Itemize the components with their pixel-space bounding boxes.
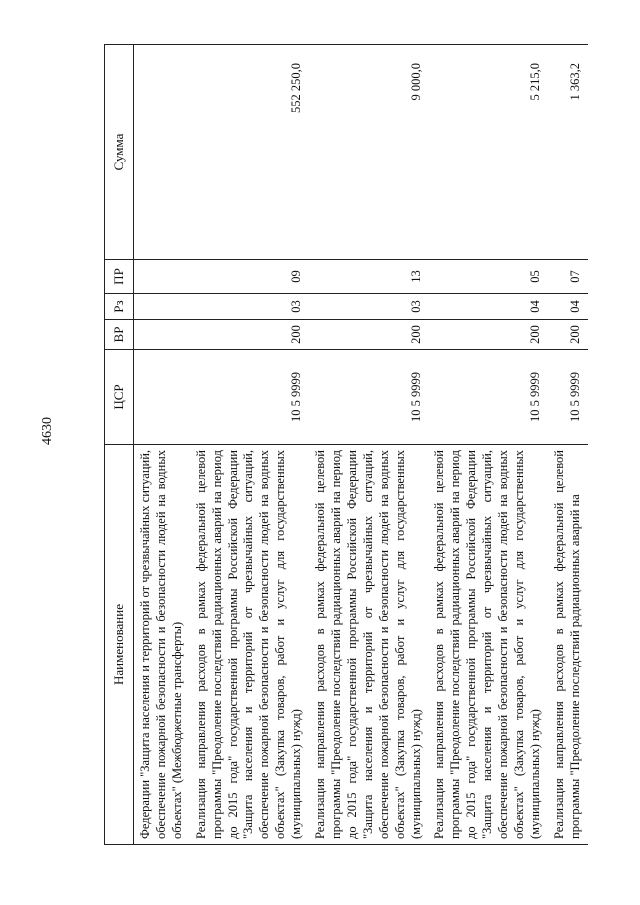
row-sum: 1 363,2: [548, 45, 588, 260]
row-name: Федерации "Защита населения и территорий от чрезвычайных ситуаций, обеспечение пожарной безопасности и безопасности людей на водных объектах" (Межбюджетные трансферты): [134, 445, 190, 845]
budget-table: [104, 44, 588, 845]
rotated-page: [104, 45, 614, 845]
page-number: 4630: [40, 417, 55, 445]
row-name: Реализация направления расходов в рамках федеральной целевой программы "Преодоление последствий радиационных аварий на период до 2015 года" государственной программы Российской Федерации "Защита населения и территорий от чрезвычайных ситуаций, обеспечение пожарной безопасности и безопасности людей на водных объектах" (Закупка товаров, работ и услуг для государственных (муниципальных) нужд): [190, 445, 309, 845]
table-header-row: [105, 45, 134, 845]
table-row: [548, 45, 588, 845]
row-vr: 200: [190, 320, 309, 350]
row-csr: 10 5 9999: [309, 350, 428, 445]
header-sum: Сумма: [105, 45, 134, 260]
row-rz: 04: [428, 294, 547, 320]
row-vr: [134, 320, 190, 350]
row-sum: [134, 45, 190, 260]
table-row: [309, 45, 428, 845]
row-sum: 9 000,0: [309, 45, 428, 260]
row-sum: 552 250,0: [190, 45, 309, 260]
table-row: [134, 45, 190, 845]
row-csr: [134, 350, 190, 445]
row-rz: [134, 294, 190, 320]
header-name: Наименование: [105, 445, 134, 845]
header-csr: ЦСР: [105, 350, 134, 445]
header-rz: Рз: [105, 294, 134, 320]
row-vr: 200: [428, 320, 547, 350]
row-csr: 10 5 9999: [548, 350, 588, 445]
row-sum: 5 215,0: [428, 45, 547, 260]
row-pr: 05: [428, 260, 547, 294]
row-name: Реализация направления расходов в рамках федеральной целевой программы "Преодоление последствий радиационных аварий на период до 2015 года" государственной программы Российской Федерации "Защита населения и территорий от чрезвычайных ситуаций, обеспечение пожарной безопасности и безопасности людей на водных объектах" (Закупка товаров, работ и услуг для государственных (муниципальных) нужд): [428, 445, 547, 845]
row-pr: 09: [190, 260, 309, 294]
row-rz: 04: [548, 294, 588, 320]
row-vr: 200: [309, 320, 428, 350]
row-rz: 03: [190, 294, 309, 320]
header-vr: ВР: [105, 320, 134, 350]
header-pr: ПР: [105, 260, 134, 294]
row-rz: 03: [309, 294, 428, 320]
row-pr: [134, 260, 190, 294]
row-pr: 07: [548, 260, 588, 294]
row-csr: 10 5 9999: [190, 350, 309, 445]
row-name: Реализация направления расходов в рамках федеральной целевой программы "Преодоление последствий радиационных аварий на: [548, 445, 588, 845]
row-name: Реализация направления расходов в рамках федеральной целевой программы "Преодоление последствий радиационных аварий на период до 2015 года" государственной программы Российской Федерации "Защита населения и территорий от чрезвычайных ситуаций, обеспечение пожарной безопасности и безопасности людей на водных объектах" (Закупка товаров, работ и услуг для государственных (муниципальных) нужд): [309, 445, 428, 845]
table-row: [428, 45, 547, 845]
row-vr: 200: [548, 320, 588, 350]
row-csr: 10 5 9999: [428, 350, 547, 445]
row-pr: 13: [309, 260, 428, 294]
table-row: [190, 45, 309, 845]
